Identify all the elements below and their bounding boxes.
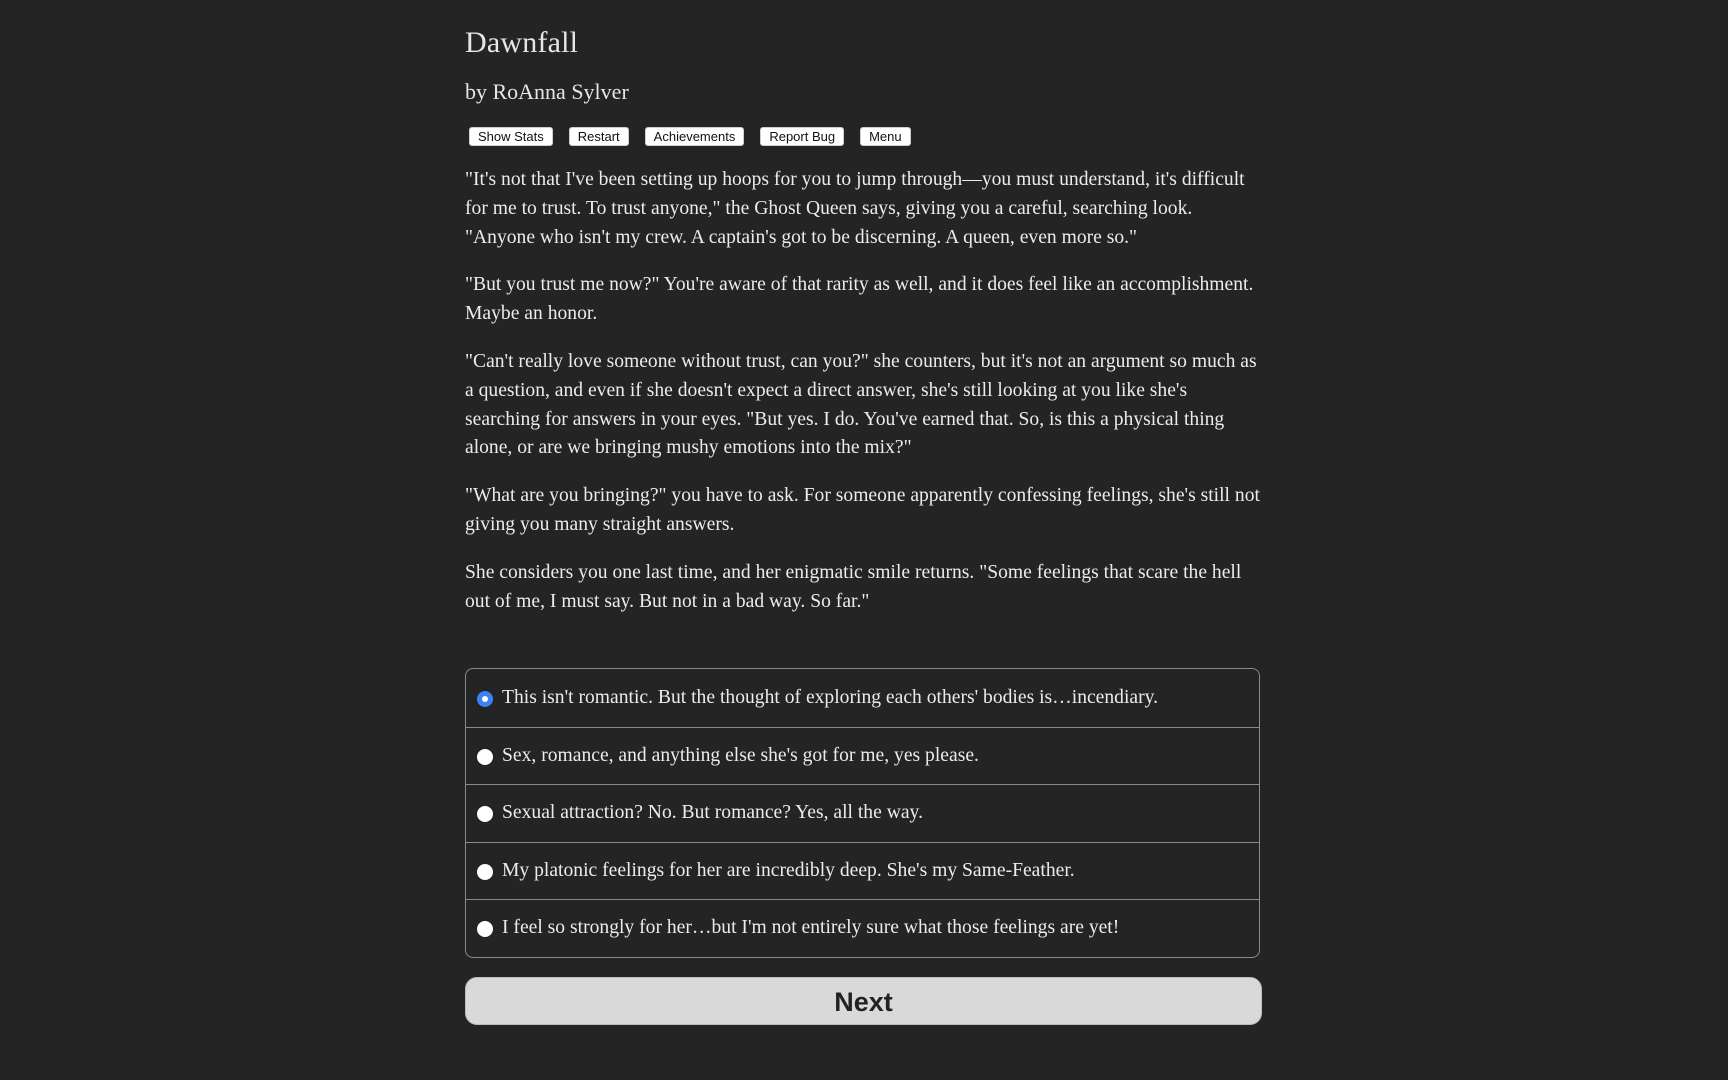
choice-option[interactable] <box>466 669 1259 727</box>
story-paragraph: "Can't really love someone without trust, can you?" she counters, but it's not an argument so much as a question, and even if she doesn't expect a direct answer, she's still looking at you like she's searching for answers in your eyes. "But yes. I do. You've earned that. So, is this a physical thing alone, or are we bringing mushy emotions into the mix?" <box>465 350 1257 459</box>
choice-option[interactable] <box>466 842 1259 900</box>
choice-label: Sexual attraction? No. But romance? Yes, all the way. <box>502 802 923 824</box>
show-stats-button[interactable]: Show Stats <box>469 127 553 146</box>
choice-option[interactable] <box>466 899 1259 957</box>
menu-button[interactable]: Menu <box>860 127 911 146</box>
game-title: Dawnfall <box>465 26 579 59</box>
toolbar <box>469 127 911 146</box>
radio-unchecked-icon[interactable] <box>477 806 493 822</box>
report-bug-button[interactable]: Report Bug <box>760 127 844 146</box>
achievements-button[interactable]: Achievements <box>645 127 745 146</box>
choice-label: Sex, romance, and anything else she's got for me, yes please. <box>502 744 979 766</box>
story-paragraph: "But you trust me now?" You're aware of that rarity as well, and it does feel like an accomplishment. Maybe an honor. <box>465 274 1254 325</box>
game-author: by RoAnna Sylver <box>465 79 629 104</box>
choice-list <box>465 668 1260 958</box>
story-paragraph: "What are you bringing?" you have to ask. For someone apparently confessing feelings, she's still not giving you many straight answers. <box>465 485 1260 535</box>
choice-option[interactable] <box>466 727 1259 785</box>
choice-label: This isn't romantic. But the thought of exploring each others' bodies is…incendiary. <box>502 686 1159 708</box>
restart-button[interactable]: Restart <box>569 127 629 146</box>
radio-unchecked-icon[interactable] <box>477 921 493 937</box>
radio-checked-icon[interactable] <box>477 691 493 707</box>
story-text <box>465 166 1262 635</box>
choice-label: My platonic feelings for her are incredibly deep. She's my Same-Feather. <box>502 859 1075 881</box>
story-paragraph: She considers you one last time, and her enigmatic smile returns. "Some feelings that scare the hell out of me, I must say. But not in a bad way. So far." <box>465 561 1242 612</box>
radio-unchecked-icon[interactable] <box>477 864 493 880</box>
choice-option[interactable] <box>466 784 1259 842</box>
story-paragraph: "It's not that I've been setting up hoops for you to jump through—you must understand, it's difficult for me to trust. To trust anyone," the Ghost Queen says, giving you a careful, searching look. "Anyone who isn't my crew. A captain's got to be discerning. A queen, even more so." <box>465 169 1245 248</box>
choice-label: I feel so strongly for her…but I'm not entirely sure what those feelings are yet! <box>502 917 1120 939</box>
next-button[interactable]: Next <box>465 977 1262 1025</box>
radio-unchecked-icon[interactable] <box>477 749 493 765</box>
